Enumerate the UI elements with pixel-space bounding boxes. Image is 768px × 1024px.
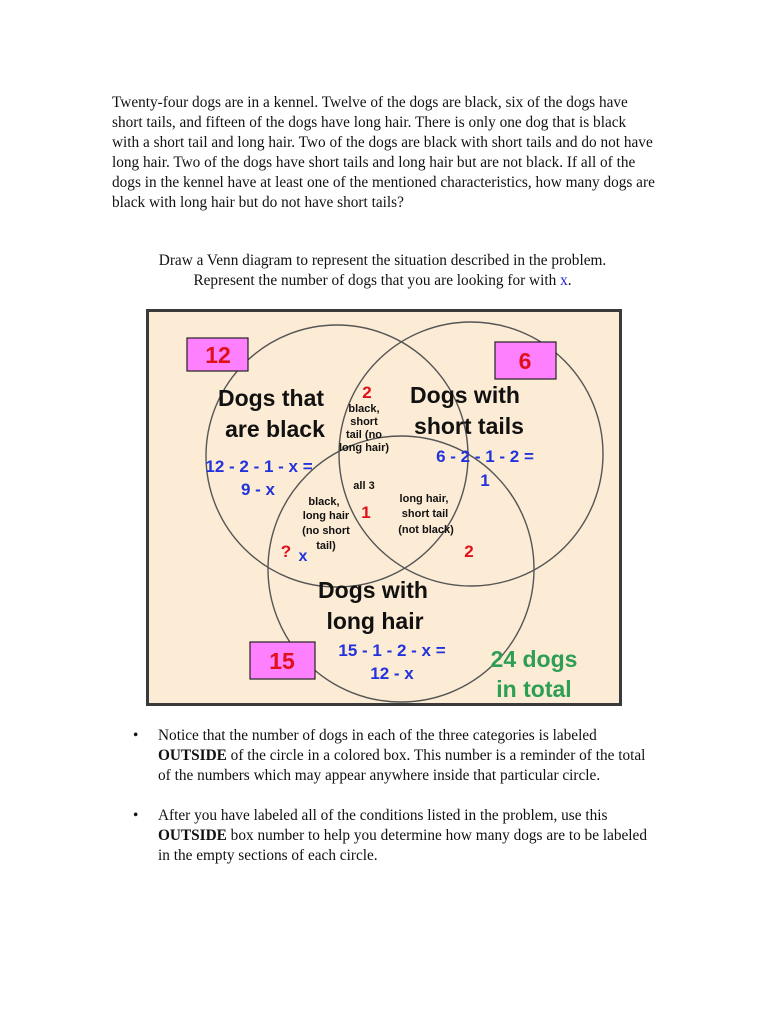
black-short-label-1: black, bbox=[348, 403, 380, 415]
black-long-label-1: black, bbox=[308, 496, 340, 508]
instruction-line-2-prefix: Represent the number of dogs that you are looking for with bbox=[193, 272, 561, 289]
all-three-value: 1 bbox=[361, 503, 371, 522]
total-line-2: in total bbox=[496, 676, 572, 702]
black-calc-line-2: 9 - x bbox=[240, 480, 276, 499]
problem-statement: Twenty-four dogs are in a kennel. Twelve of the dogs are black, six of the dogs have short tails, and fifteen of the dogs have long hair. There is only one dog that is black with a short tail and long hair. Two of the dogs are black with short tails and do not have long hair. Two of the dogs have short tails and long hair but are not black. If all of the dogs in the kennel have at least one of the mentioned characteristics, how many dogs are black with long hair but do not have short tails? bbox=[112, 94, 655, 211]
box-short-value: 6 bbox=[518, 348, 532, 374]
box-black-value: 12 bbox=[205, 342, 231, 368]
note-2-pre: After you have labeled all of the conditions listed in the problem, use this bbox=[158, 807, 608, 824]
short-long-label-3: (not black) bbox=[398, 524, 454, 536]
bullet-icon: • bbox=[133, 807, 139, 824]
instruction-line-2-suffix: . bbox=[567, 272, 572, 289]
note-2-post: box number to help you determine how many dogs are to be labeled in the empty sections of each circle. bbox=[158, 827, 647, 864]
note-item bbox=[130, 726, 660, 786]
note-1-pre: Notice that the number of dogs in each of the three categories is labeled bbox=[158, 727, 597, 744]
note-item bbox=[130, 806, 660, 866]
black-calc-line-1: 12 - 2 - 1 - x = bbox=[205, 457, 313, 476]
short-long-value: 2 bbox=[464, 542, 474, 561]
short-title-line-1: Dogs with bbox=[410, 382, 520, 408]
instruction-variable-x: x bbox=[560, 272, 568, 289]
black-long-label-3: (no short bbox=[302, 525, 350, 537]
short-calc-line-1: 6 - 2 - 1 - 2 = bbox=[436, 447, 534, 466]
long-calc-line-2: 12 - x bbox=[370, 664, 414, 683]
black-title-line-1: Dogs that bbox=[217, 385, 325, 411]
short-title-line-2: short tails bbox=[414, 413, 524, 439]
notes-list bbox=[130, 726, 660, 886]
note-1-bold: OUTSIDE bbox=[158, 747, 227, 764]
instruction-line-1: Draw a Venn diagram to represent the situation described in the problem. bbox=[158, 252, 607, 269]
all-three-label: all 3 bbox=[353, 480, 375, 492]
box-long-value: 15 bbox=[269, 648, 295, 674]
black-long-label-2: long hair bbox=[302, 510, 350, 522]
long-title-line-2: long hair bbox=[326, 608, 424, 634]
black-long-question: ? bbox=[280, 542, 292, 561]
black-long-label-4: tail) bbox=[316, 540, 336, 552]
short-long-label-1: long hair, bbox=[399, 493, 449, 505]
note-1-post: of the circle in a colored box. This number is a reminder of the total of the numbers which may appear anywhere inside that particular circle. bbox=[158, 747, 646, 784]
instructions bbox=[110, 251, 655, 291]
note-2-bold: OUTSIDE bbox=[158, 827, 227, 844]
black-short-label-4: long hair) bbox=[338, 442, 390, 454]
short-long-label-2: short tail bbox=[401, 508, 449, 520]
bullet-icon: • bbox=[133, 727, 139, 744]
black-short-value: 2 bbox=[362, 383, 372, 402]
total-line-1: 24 dogs bbox=[490, 646, 578, 672]
long-calc-line-1: 15 - 1 - 2 - x = bbox=[338, 641, 446, 660]
instruction-line-2 bbox=[110, 271, 655, 291]
black-long-variable-x: x bbox=[298, 548, 308, 565]
venn-diagram bbox=[149, 312, 619, 703]
black-title-line-2: are black bbox=[225, 416, 325, 442]
black-short-label-3: tail (no bbox=[345, 429, 383, 441]
black-short-label-2: short bbox=[350, 416, 378, 428]
short-calc-line-2: 1 bbox=[480, 471, 490, 490]
long-title-line-1: Dogs with bbox=[318, 577, 428, 603]
venn-diagram-figure bbox=[146, 309, 622, 706]
